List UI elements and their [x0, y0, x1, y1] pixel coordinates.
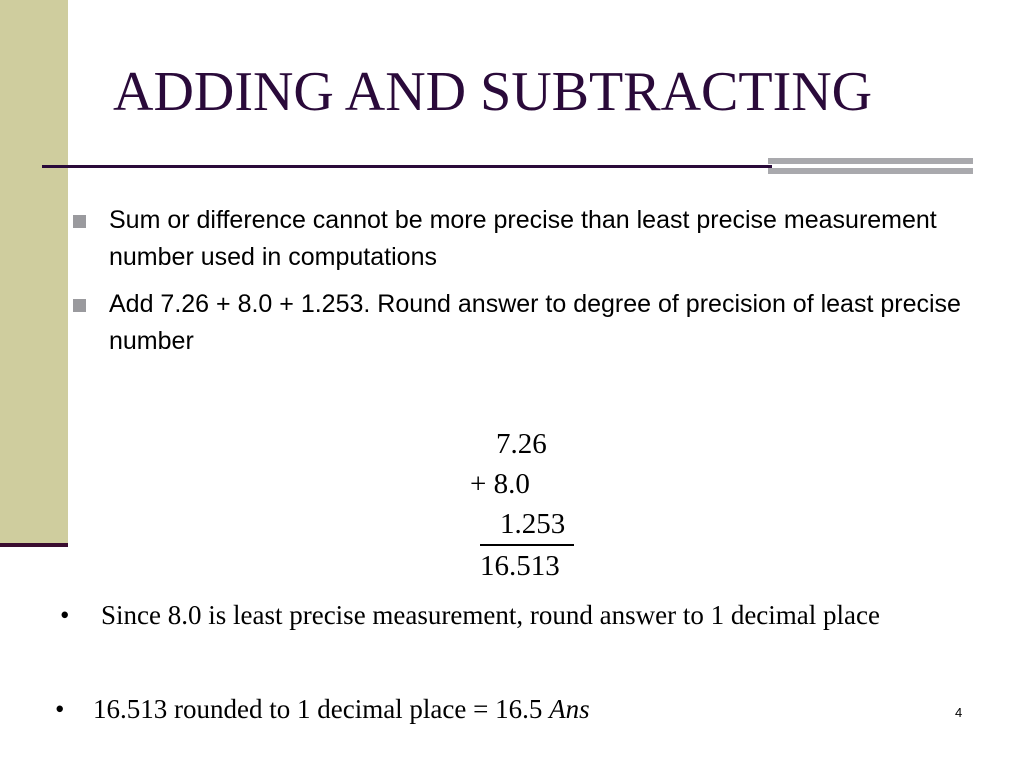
addend-3: 1.253 [500, 508, 566, 540]
round-bullet-icon: • [60, 600, 70, 630]
square-bullet-icon [73, 299, 86, 312]
bullet-text: Add 7.26 + 8.0 + 1.253. Round answer to degree of precision of least precise number [109, 290, 961, 355]
left-bar-rule [0, 543, 68, 547]
slide-title: ADDING AND SUBTRACTING [113, 61, 873, 123]
page-number: 4 [955, 705, 963, 720]
addend-1: 7.26 [496, 428, 547, 460]
sum-result: 16.513 [480, 550, 560, 582]
round-bullet-icon: • [55, 694, 65, 724]
sum-rule [480, 544, 574, 546]
note-answer-text: 16.513 rounded to 1 decimal place = 16.5 [93, 694, 550, 724]
square-bullet-icon [73, 215, 86, 228]
bullet-text: Sum or difference cannot be more precise than least precise measurement number used in computations [109, 206, 937, 271]
answer-abbreviation: Ans [549, 694, 590, 724]
addend-2: + 8.0 [470, 468, 530, 500]
note-answer-line [93, 690, 853, 728]
title-rule [42, 165, 772, 168]
title-rule-accent [768, 158, 973, 179]
left-decorative-bar [0, 0, 68, 545]
note-text: Since 8.0 is least precise measurement, round answer to 1 decimal place [101, 600, 880, 630]
